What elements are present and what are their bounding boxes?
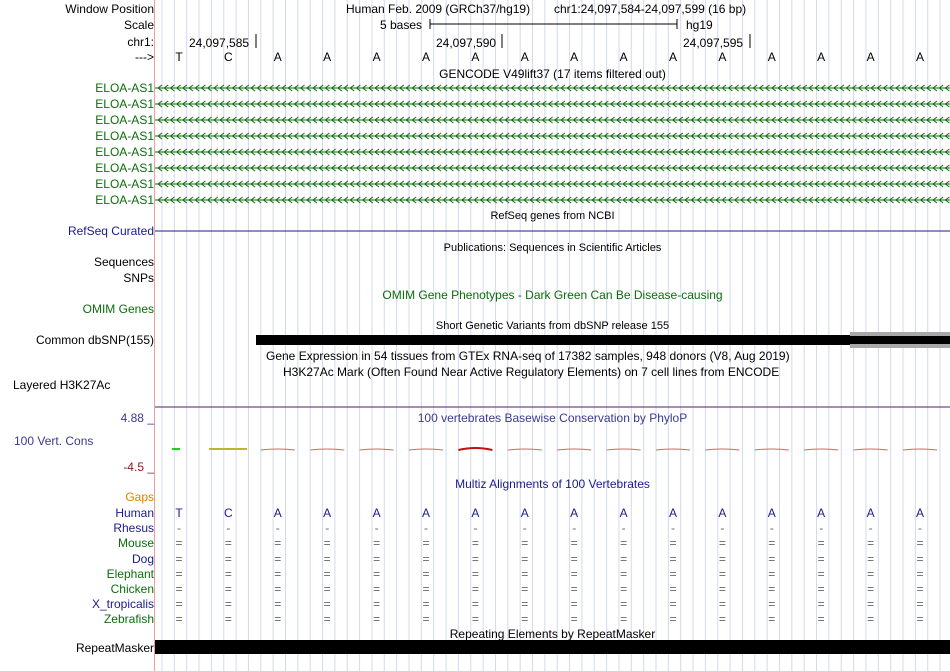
base-letter: T — [175, 50, 183, 64]
alignment-base: = — [224, 566, 232, 581]
alignment-base: = — [224, 551, 232, 566]
species-label: Mouse — [117, 536, 154, 551]
scale-label: Scale — [123, 18, 154, 32]
base-letter: A — [570, 50, 579, 64]
phylop-max-label: 4.88 _ — [120, 411, 154, 425]
alignment-base: = — [718, 536, 726, 551]
phylop-mark — [557, 449, 591, 450]
alignment-base: A — [817, 506, 826, 520]
dbsnp-variant-bar-core — [850, 336, 950, 344]
alignment-base: = — [471, 582, 479, 596]
alignment-base: = — [867, 551, 875, 566]
alignment-base: = — [175, 612, 183, 627]
alignment-base: A — [471, 506, 480, 520]
alignment-base: = — [521, 597, 529, 612]
species-label: Elephant — [106, 566, 154, 581]
alignment-base: = — [817, 582, 825, 596]
alignment-base: - — [621, 521, 626, 536]
alignment-base: = — [817, 536, 825, 551]
species-label: X_tropicalis — [91, 597, 154, 612]
alignment-base: = — [521, 551, 529, 566]
base-letter: A — [520, 50, 529, 64]
alignment-base: = — [916, 551, 924, 566]
alignment-base: = — [224, 536, 232, 551]
alignment-base: = — [620, 612, 628, 627]
gencode-item-label: ELOA-AS1 — [95, 145, 154, 159]
alignment-base: = — [916, 536, 924, 551]
gencode-track-title[interactable]: GENCODE V49lift37 (17 items filtered out) — [439, 67, 666, 81]
alignment-base: = — [768, 582, 776, 596]
dbsnp-label[interactable]: Common dbSNP(155) — [35, 333, 154, 347]
repeatmasker-track-title[interactable]: Repeating Elements by RepeatMasker — [449, 627, 656, 641]
alignment-base: = — [323, 566, 331, 581]
alignment-base: = — [274, 551, 282, 566]
alignment-base: = — [323, 536, 331, 551]
gencode-item-label: ELOA-AS1 — [95, 113, 154, 127]
gaps-label: Gaps — [125, 490, 154, 504]
alignment-base: A — [915, 506, 924, 520]
alignment-base: - — [226, 521, 231, 536]
alignment-base: = — [620, 597, 628, 612]
alignment-base: = — [916, 612, 924, 627]
scale-text: 5 bases — [380, 18, 423, 32]
alignment-base: = — [620, 566, 628, 581]
alignment-base: = — [669, 536, 677, 551]
alignment-base: = — [570, 551, 578, 566]
alignment-base: A — [866, 506, 875, 520]
repeatmasker-label[interactable]: RepeatMasker — [75, 641, 154, 655]
alignment-base: = — [867, 566, 875, 581]
omim-label[interactable]: OMIM Genes — [82, 302, 154, 316]
alignment-base: - — [325, 521, 330, 536]
species-label: Zebrafish — [103, 612, 154, 627]
publications-label[interactable]: Sequences — [93, 255, 154, 269]
alignment-base: = — [916, 566, 924, 581]
alignment-base: = — [867, 536, 875, 551]
gencode-item-label: ELOA-AS1 — [95, 81, 154, 95]
base-letter: A — [718, 50, 727, 64]
base-letter: A — [273, 50, 282, 64]
alignment-base: = — [768, 536, 776, 551]
alignment-base: = — [669, 597, 677, 612]
alignment-base: = — [274, 536, 282, 551]
alignment-base: - — [918, 521, 922, 536]
alignment-base: = — [373, 566, 381, 581]
alignment-base: A — [421, 506, 430, 520]
alignment-base: - — [522, 521, 527, 536]
alignment-base: = — [373, 612, 381, 627]
db-text: hg19 — [686, 18, 713, 32]
phylop-mark — [607, 449, 641, 450]
alignment-base: = — [422, 597, 430, 612]
alignment-base: = — [620, 551, 628, 566]
h3k27ac-label[interactable]: Layered H3K27Ac — [13, 378, 111, 392]
alignment-base: = — [373, 597, 381, 612]
alignment-base: = — [718, 582, 726, 596]
alignment-base: - — [473, 521, 478, 536]
alignment-base: C — [224, 506, 233, 520]
phylop-mark — [755, 449, 789, 450]
alignment-base: = — [718, 551, 726, 566]
h3k27ac-track-title[interactable]: H3K27Ac Mark (Often Found Near Active Regulatory Elements) on 7 cell lines from ENCODE — [283, 365, 780, 379]
alignment-base: = — [373, 536, 381, 551]
base-letter: A — [619, 50, 628, 64]
alignment-base: = — [373, 582, 381, 596]
alignment-base: = — [422, 566, 430, 581]
alignment-base: A — [718, 506, 727, 520]
alignment-base: = — [768, 551, 776, 566]
dbsnp-variant-bar — [256, 335, 950, 345]
phylop-mark — [360, 449, 394, 450]
phylop-mark — [705, 449, 739, 450]
alignment-base: = — [175, 551, 183, 566]
alignment-base: A — [619, 506, 628, 520]
phylop-track-title[interactable]: 100 vertebrates Basewise Conservation by PhyloP — [417, 411, 688, 425]
repeatmasker-bar — [155, 640, 950, 654]
alignment-base: = — [817, 612, 825, 627]
alignment-base: = — [570, 612, 578, 627]
alignment-base: = — [669, 551, 677, 566]
gencode-item-label: ELOA-AS1 — [95, 129, 154, 143]
alignment-base: - — [177, 521, 181, 536]
alignment-base: = — [224, 597, 232, 612]
alignment-base: - — [374, 521, 379, 536]
alignment-base: = — [224, 582, 232, 596]
alignment-base: A — [323, 506, 332, 520]
ruler-tick-label: 24,097,590 — [436, 36, 497, 50]
alignment-base: = — [817, 566, 825, 581]
alignment-base: A — [668, 506, 677, 520]
alignment-base: = — [620, 582, 628, 596]
phylop-mark — [804, 449, 838, 450]
multiz-track-title[interactable]: Multiz Alignments of 100 Vertebrates — [455, 477, 650, 491]
alignment-base: - — [671, 521, 675, 536]
base-letter: A — [817, 50, 826, 64]
alignment-base: = — [274, 612, 282, 627]
alignment-base: = — [274, 566, 282, 581]
alignment-base: = — [471, 597, 479, 612]
alignment-base: = — [521, 612, 529, 627]
assembly-text: Human Feb. 2009 (GRCh37/hg19) — [346, 2, 531, 16]
alignment-base: A — [520, 506, 529, 520]
alignment-base: = — [916, 597, 924, 612]
alignment-base: - — [868, 521, 873, 536]
alignment-base: = — [323, 551, 331, 566]
alignment-base: = — [817, 551, 825, 566]
base-letter: A — [372, 50, 381, 64]
alignment-base: = — [521, 566, 529, 581]
phylop-mark — [409, 449, 443, 450]
alignment-base: = — [323, 582, 331, 596]
alignment-base: = — [817, 597, 825, 612]
refseq-track-title[interactable]: RefSeq genes from NCBI — [490, 210, 615, 222]
gencode-item-label: ELOA-AS1 — [95, 177, 154, 191]
alignment-base: T — [175, 506, 183, 520]
species-label: Human — [115, 506, 154, 520]
position-text: chr1:24,097,584-24,097,599 (16 bp) — [554, 2, 747, 16]
gtex-track-title[interactable]: Gene Expression in 54 tissues from GTEx RNA-seq of 17382 samples, 948 donors (V8, Aug 2019) — [266, 349, 790, 363]
alignment-base: = — [274, 597, 282, 612]
alignment-base: = — [224, 612, 232, 627]
phylop-label[interactable]: 100 Vert. Cons — [14, 434, 94, 448]
gencode-item-label: ELOA-AS1 — [95, 193, 154, 207]
base-letter: A — [471, 50, 480, 64]
phylop-mark — [903, 449, 937, 450]
alignment-base: = — [570, 566, 578, 581]
alignment-base: = — [867, 597, 875, 612]
alignment-base: = — [471, 566, 479, 581]
alignment-base: = — [373, 551, 381, 566]
ruler-tick-label: 24,097,595 — [683, 36, 744, 50]
base-letter: A — [915, 50, 924, 64]
alignment-base: A — [767, 506, 776, 520]
alignment-base: = — [422, 551, 430, 566]
phylop-mark — [508, 449, 542, 450]
gencode-item-label: ELOA-AS1 — [95, 161, 154, 175]
window-position-label: Window Position — [65, 2, 154, 16]
alignment-base: - — [424, 521, 428, 536]
ruler-tick-label: 24,097,585 — [189, 36, 250, 50]
alignment-base: = — [471, 551, 479, 566]
dbsnp-track-title[interactable]: Short Genetic Variants from dbSNP release 155 — [435, 320, 670, 332]
gencode-item-label: ELOA-AS1 — [95, 97, 154, 111]
alignment-base: A — [372, 506, 381, 520]
alignment-base: = — [175, 582, 183, 596]
base-letter: A — [866, 50, 875, 64]
alignment-base: = — [471, 536, 479, 551]
alignment-base: = — [867, 582, 875, 596]
alignment-base: = — [620, 536, 628, 551]
alignment-base: - — [572, 521, 577, 536]
base-letter: A — [668, 50, 677, 64]
alignment-base: = — [471, 612, 479, 627]
alignment-base: = — [323, 597, 331, 612]
publications-track-title[interactable]: Publications: Sequences in Scientific Articles — [443, 242, 662, 254]
alignment-base: = — [323, 612, 331, 627]
phylop-mark — [458, 448, 492, 450]
alignment-base: = — [718, 566, 726, 581]
phylop-min-label: -4.5 _ — [123, 460, 154, 474]
species-label: Dog — [131, 551, 154, 566]
alignment-base: = — [570, 597, 578, 612]
base-letter: A — [421, 50, 430, 64]
alignment-base: = — [669, 582, 677, 596]
alignment-base: = — [916, 582, 924, 596]
base-letter: C — [224, 50, 233, 64]
alignment-base: = — [768, 566, 776, 581]
alignment-base: = — [175, 566, 183, 581]
alignment-base: = — [718, 597, 726, 612]
alignment-base: = — [867, 612, 875, 627]
omim-track-title[interactable]: OMIM Gene Phenotypes - Dark Green Can Be Disease-causing — [382, 288, 723, 302]
base-letter: A — [767, 50, 776, 64]
alignment-base: = — [768, 597, 776, 612]
phylop-mark — [310, 449, 344, 450]
alignment-base: = — [718, 612, 726, 627]
alignment-base: = — [521, 536, 529, 551]
alignment-base: - — [720, 521, 725, 536]
snps-label[interactable]: SNPs — [123, 271, 154, 285]
alignment-base: = — [422, 612, 430, 627]
phylop-mark — [261, 449, 295, 450]
alignment-base: = — [274, 582, 282, 596]
alignment-base: - — [819, 521, 824, 536]
alignment-base: = — [422, 536, 430, 551]
alignment-base: = — [422, 582, 430, 596]
phylop-mark — [854, 449, 888, 450]
phylop-mark — [656, 449, 690, 450]
alignment-base: A — [570, 506, 579, 520]
species-label: Chicken — [110, 582, 154, 596]
alignment-base: - — [769, 521, 774, 536]
species-label: Rhesus — [113, 521, 154, 536]
refseq-label[interactable]: RefSeq Curated — [67, 224, 154, 238]
strand-label: ---> — [135, 50, 154, 64]
alignment-base: = — [768, 612, 776, 627]
alignment-base: A — [273, 506, 282, 520]
alignment-base: = — [570, 536, 578, 551]
alignment-base: = — [175, 536, 183, 551]
alignment-base: - — [275, 521, 280, 536]
alignment-base: = — [669, 612, 677, 627]
alignment-base: = — [669, 566, 677, 581]
alignment-base: = — [570, 582, 578, 596]
base-letter: A — [323, 50, 332, 64]
chrom-label: chr1: — [127, 35, 154, 49]
alignment-base: = — [521, 582, 529, 596]
alignment-base: = — [175, 597, 183, 612]
